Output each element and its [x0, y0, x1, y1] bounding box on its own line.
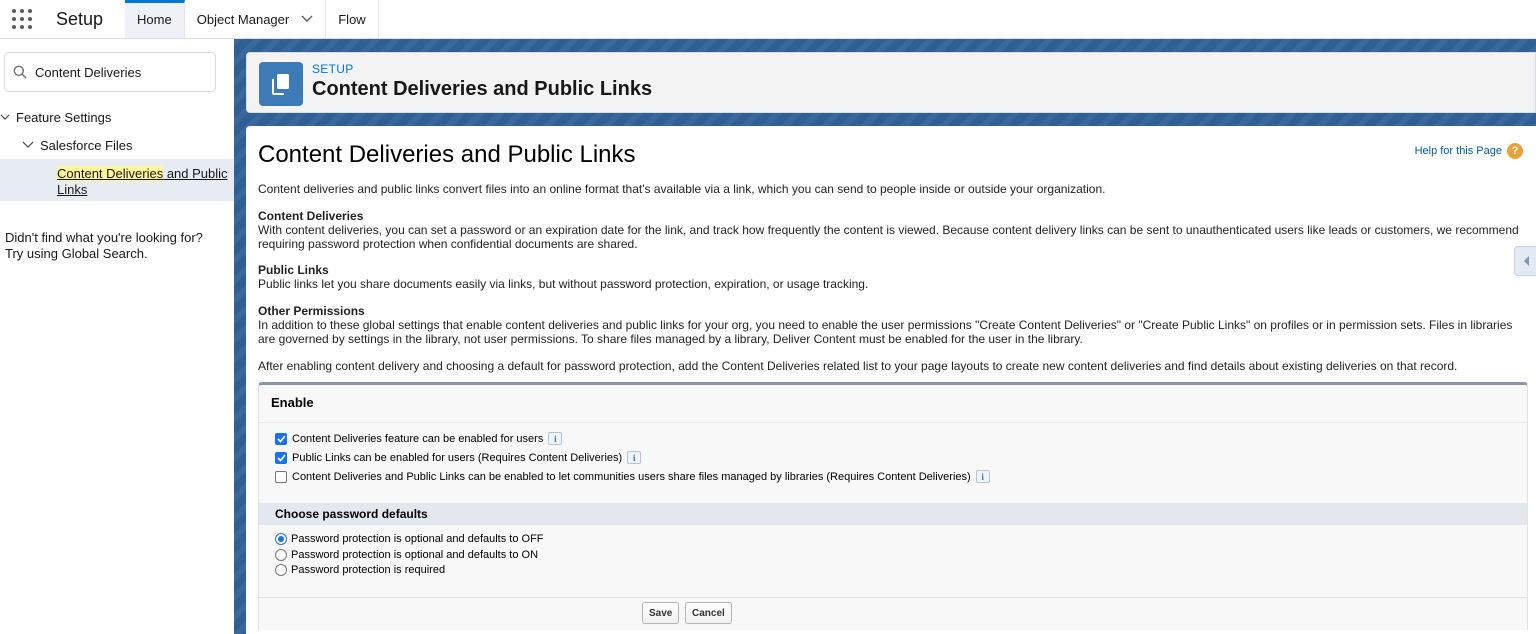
content-title: Content Deliveries and Public Links: [258, 141, 636, 168]
section-text: Public links let you share documents easily via links, but without password protection, expiration, or usage tracking.: [258, 277, 869, 291]
password-defaults-title: Choose password defaults: [275, 507, 428, 521]
not-found-message: [5, 230, 230, 262]
quick-find-box[interactable]: [4, 52, 216, 92]
tree-item-content-deliveries-link[interactable]: [57, 166, 232, 198]
checkbox-label: Public Links can be enabled for users (Requires Content Deliveries): [292, 451, 623, 464]
tab-flow[interactable]: [326, 0, 378, 38]
app-launcher-button[interactable]: [0, 0, 44, 38]
page-title: Content Deliveries and Public Links: [312, 78, 653, 100]
password-option-required: [275, 564, 445, 576]
info-icon[interactable]: i: [976, 470, 990, 483]
divider: [259, 422, 1527, 423]
chevron-left-icon: [1522, 255, 1530, 267]
password-option-on: [275, 549, 538, 561]
app-launcher-icon: [12, 9, 32, 29]
main-area: [234, 39, 1536, 634]
tab-flow-label: Flow: [338, 11, 366, 27]
section-heading: Public Links: [258, 263, 329, 277]
chevron-down-icon[interactable]: [301, 12, 313, 26]
password-option-off: [275, 533, 544, 545]
intro-text: Content deliveries and public links convert files into an online format that's available via a link, which you can send to people inside or outside your organization.: [258, 182, 1106, 196]
tab-object-manager-label: Object Manager: [196, 11, 290, 27]
info-icon[interactable]: i: [548, 432, 562, 445]
setting-content-deliveries: [275, 432, 562, 445]
global-header: [0, 0, 1536, 39]
radio-label: Password protection is optional and defaults to OFF: [291, 533, 544, 545]
communities-libraries-checkbox[interactable]: [275, 471, 287, 483]
chevron-down-icon[interactable]: [0, 112, 10, 124]
divider: [259, 597, 1527, 598]
section-heading: Other Permissions: [258, 304, 365, 318]
page-header: [246, 52, 1536, 113]
section-text: In addition to these global settings that enable content deliveries and public links for your org, you need to enable the user permissions "Create Content Deliveries" or "Create Public Links" on profiles or in permission sets. Files in libraries are governed by settings in the library, not user permissions. To share files managed by a library, Deliver Content must be enabled for the user in the library.: [258, 318, 1513, 346]
password-defaults-header: [259, 503, 1527, 525]
tab-home-label: Home: [137, 11, 172, 27]
setting-public-links: [275, 451, 641, 464]
tree-item-content-deliveries-selected: [0, 159, 234, 201]
app-name: Setup: [56, 8, 104, 29]
checkmark-icon: [277, 435, 286, 443]
chevron-down-icon[interactable]: [22, 140, 34, 152]
save-button[interactable]: Save: [642, 602, 679, 624]
info-icon[interactable]: i: [627, 451, 641, 464]
public-links-checkbox[interactable]: [275, 452, 287, 464]
section-heading: Content Deliveries: [258, 209, 364, 223]
section-public-links: [258, 263, 1526, 291]
tab-home[interactable]: [125, 0, 185, 38]
cancel-button[interactable]: Cancel: [685, 602, 732, 624]
setting-communities-libraries: [275, 470, 990, 483]
help-icon: ?: [1507, 143, 1523, 159]
help-link-label: Help for this Page: [1414, 145, 1502, 157]
checkmark-icon: [277, 454, 286, 462]
not-found-line-1: Didn't find what you're looking for?: [5, 230, 203, 245]
after-note: After enabling content delivery and choosing a default for password protection, add the Content Deliveries related list to your page layouts to create new content deliveries and find details about existing deliveries on that record.: [258, 359, 1458, 373]
setup-sidebar: [0, 39, 234, 634]
section-other-permissions: [258, 304, 1526, 346]
radio-label: Password protection is optional and defaults to ON: [291, 549, 539, 561]
checkbox-label: Content Deliveries and Public Links can be enabled to let communities users share files managed by libraries (Requires Content Deliveries): [292, 470, 971, 483]
tree-item-feature-settings[interactable]: [0, 110, 111, 125]
not-found-line-2: Try using Global Search.: [5, 246, 148, 261]
checkbox-label: Content Deliveries feature can be enabled for users: [292, 432, 544, 445]
password-on-radio[interactable]: [275, 549, 287, 561]
enable-settings-block: [258, 382, 1528, 630]
quick-find-input[interactable]: [35, 65, 205, 80]
help-link[interactable]: [1415, 143, 1523, 159]
section-text: With content deliveries, you can set a password or an expiration date for the link, and track how frequently the content is viewed. Because content delivery links can be sent to unauthenticated users like leads or customers, we recommend requiring password protection when confidential documents are shared.: [258, 223, 1519, 251]
tree-item-salesforce-files[interactable]: [22, 138, 132, 153]
collapse-panel-button[interactable]: [1514, 246, 1536, 276]
search-icon: [13, 65, 27, 79]
content-deliveries-checkbox[interactable]: [275, 433, 287, 445]
header-eyebrow: SETUP: [312, 62, 354, 76]
files-icon: [259, 62, 303, 106]
password-required-radio[interactable]: [275, 564, 287, 576]
password-off-radio[interactable]: [275, 533, 287, 545]
section-content-deliveries: [258, 209, 1526, 251]
search-match-highlight: Content Deliveries: [57, 166, 164, 181]
tree-item-label: Salesforce Files: [40, 138, 133, 153]
content-panel: [246, 126, 1536, 634]
enable-title: Enable: [271, 395, 314, 410]
tab-object-manager[interactable]: [185, 0, 327, 38]
radio-label: Password protection is required: [291, 564, 446, 576]
link-text-rest: and Public Links: [57, 166, 228, 197]
tree-item-label: Feature Settings: [16, 110, 112, 125]
